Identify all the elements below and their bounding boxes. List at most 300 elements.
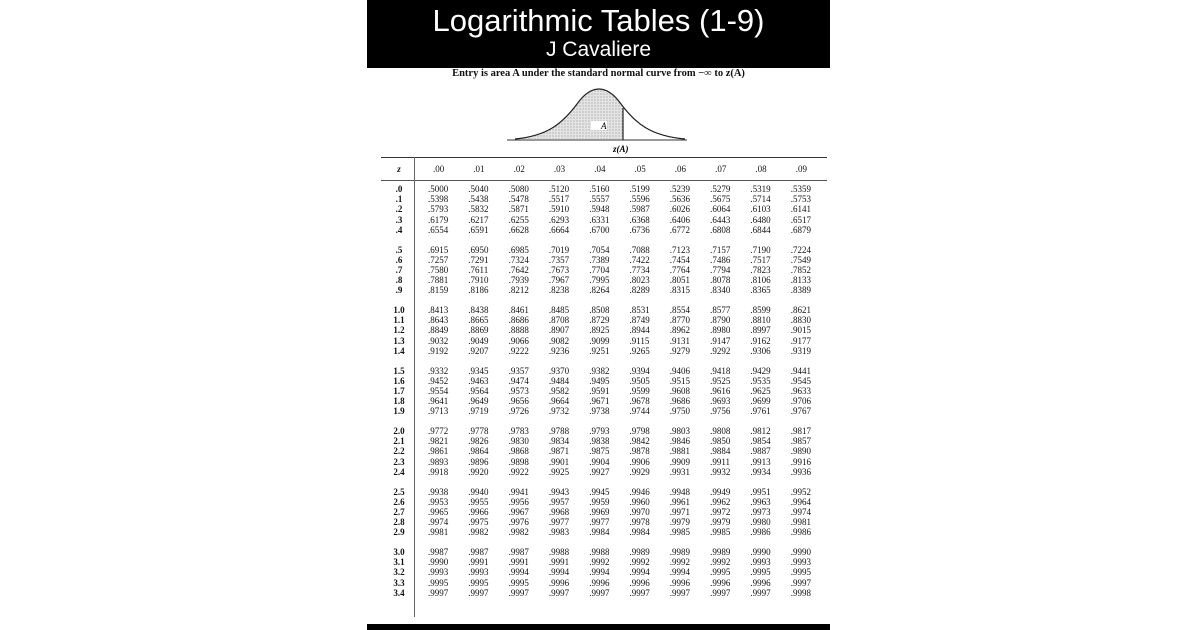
table-cell: .9713: [428, 406, 449, 417]
table-cell: .9693: [710, 396, 731, 407]
table-top-rule: [381, 157, 827, 158]
table-cell: .9207: [468, 345, 489, 356]
table-cell: .9996: [629, 577, 650, 588]
row-z-label: 3.1: [393, 557, 405, 568]
table-cell: .9878: [629, 446, 650, 457]
table-cell: .7224: [790, 244, 811, 255]
table-cell: .9940: [468, 486, 489, 497]
table-cell: .9972: [710, 506, 731, 517]
table-cell: .9997: [468, 587, 489, 598]
table-cell: .7157: [710, 244, 731, 255]
table-cell: .9952: [790, 486, 811, 497]
table-cell: .6808: [710, 224, 731, 235]
table-cell: .7704: [589, 264, 610, 275]
table-cell: .9956: [508, 496, 529, 507]
table-cell: .6844: [750, 224, 771, 235]
table-cell: .9993: [790, 557, 811, 568]
table-cell: .9357: [508, 365, 529, 376]
table-cell: .5160: [589, 184, 610, 194]
table-cell: .5517: [548, 194, 570, 205]
table-cell: .6064: [710, 204, 731, 215]
table-cell: .9987: [508, 547, 529, 557]
table-cell: .9279: [669, 345, 691, 356]
table-cell: .7291: [468, 254, 489, 265]
table-cell: .9986: [750, 527, 771, 538]
table-cell: .9913: [750, 456, 771, 467]
table-cell: .8365: [750, 285, 771, 296]
column-header: .02: [513, 164, 525, 174]
row-z-label: 2.1: [393, 436, 405, 447]
table-cell: .9994: [669, 567, 691, 578]
table-cell: .8238: [548, 285, 570, 296]
table-cell: .9474: [508, 375, 529, 386]
table-cell: .9394: [629, 365, 650, 376]
table-cell: .9997: [750, 587, 771, 598]
column-header: .06: [674, 164, 687, 174]
table-cell: .9236: [548, 345, 570, 356]
column-header: .00: [433, 164, 445, 174]
table-cell: .8340: [710, 285, 731, 296]
table-cell: .9868: [508, 446, 529, 457]
table-cell: .9911: [710, 456, 731, 467]
row-z-label: 2.5: [393, 486, 405, 497]
table-cell: .9616: [710, 385, 731, 396]
table-cell: .9649: [468, 396, 489, 407]
table-cell: .9995: [790, 567, 811, 578]
table-cell: .7549: [790, 254, 811, 265]
table-cell: .9951: [750, 486, 771, 497]
table-cell: .9292: [710, 345, 731, 356]
table-cell: .5199: [629, 184, 650, 194]
table-cell: .9991: [468, 557, 489, 568]
table-cell: .9945: [589, 486, 610, 497]
table-cell: .8888: [508, 325, 529, 336]
table-cell: .9861: [428, 446, 449, 457]
table-cell: .9989: [669, 547, 691, 557]
table-cell: .7054: [589, 244, 610, 255]
table-cell: .9968: [548, 506, 570, 517]
table-cell: .8980: [710, 325, 731, 336]
table-cell: .9890: [790, 446, 811, 457]
table-cell: .9978: [629, 517, 650, 528]
table-cell: .7422: [629, 254, 650, 265]
table-cell: .7852: [790, 264, 811, 275]
row-z-label: 1.5: [393, 365, 405, 376]
table-cell: .6554: [428, 224, 449, 235]
row-z-label: 3.0: [393, 547, 405, 557]
table-cell: .9955: [468, 496, 489, 507]
table-cell: .9608: [669, 385, 691, 396]
table-cell: .9992: [589, 557, 610, 568]
column-header: .07: [715, 164, 727, 174]
table-cell: .8264: [589, 285, 610, 296]
table-cell: .9826: [468, 436, 489, 447]
table-cell: .8413: [428, 305, 449, 315]
table-cell: .5987: [629, 204, 650, 215]
table-cell: .9982: [468, 527, 489, 538]
table-cell: .9429: [750, 365, 771, 376]
row-z-label: .7: [395, 264, 403, 275]
table-cell: .8051: [669, 275, 691, 286]
table-cell: .9985: [669, 527, 691, 538]
table-cell: .9906: [629, 456, 650, 467]
book-cover: [367, 0, 830, 630]
table-cell: .8997: [750, 325, 771, 336]
table-cell: .9982: [508, 527, 529, 538]
table-cell: .9306: [750, 345, 771, 356]
table-cell: .5478: [508, 194, 529, 205]
table-cell: .9656: [508, 396, 529, 407]
row-z-label: 2.9: [393, 527, 405, 538]
table-cell: .9864: [468, 446, 489, 457]
table-cell: .9936: [790, 466, 811, 477]
table-cell: .9938: [428, 486, 449, 497]
table-cell: .9554: [428, 385, 449, 396]
table-cell: .9846: [669, 436, 691, 447]
table-cell: .9817: [790, 426, 811, 436]
table-cell: .7190: [750, 244, 771, 255]
table-cell: .8315: [669, 285, 691, 296]
table-cell: .8461: [508, 305, 529, 315]
table-cell: .8643: [428, 315, 449, 326]
table-column-divider: [414, 157, 415, 617]
table-cell: .9049: [468, 335, 489, 346]
table-cell: .9984: [629, 527, 650, 538]
table-cell: .9032: [428, 335, 449, 346]
table-cell: .9959: [589, 496, 610, 507]
row-z-label: 2.7: [393, 506, 405, 517]
table-cell: .5040: [468, 184, 489, 194]
table-cell: .6217: [468, 214, 489, 225]
table-cell: .8106: [750, 275, 771, 286]
table-caption: Entry is area A under the standard normal curve from −∞ to z(A): [452, 68, 745, 79]
table-cell: .5636: [669, 194, 691, 205]
table-cell: .6406: [669, 214, 691, 225]
table-cell: .6255: [508, 214, 529, 225]
table-cell: .9887: [750, 446, 771, 457]
table-cell: .9990: [750, 547, 771, 557]
row-z-label: .9: [395, 285, 403, 296]
table-cell: .9995: [750, 567, 771, 578]
table-cell: .7019: [548, 244, 570, 255]
table-cell: .9996: [548, 577, 570, 588]
table-cell: .9131: [669, 335, 691, 346]
table-cell: .9564: [468, 385, 489, 396]
table-cell: .9932: [710, 466, 731, 477]
row-z-label: .2: [395, 204, 403, 215]
table-cell: .9941: [508, 486, 529, 497]
table-cell: .6141: [790, 204, 811, 215]
table-cell: .9515: [669, 375, 691, 386]
table-cell: .9756: [710, 406, 731, 417]
table-cell: .9767: [790, 406, 811, 417]
row-z-label: 1.8: [393, 396, 405, 407]
table-cell: .9934: [750, 466, 771, 477]
table-cell: .9896: [468, 456, 489, 467]
table-cell: .9251: [589, 345, 610, 356]
table-cell: .9901: [548, 456, 570, 467]
table-cell: .9996: [589, 577, 610, 588]
table-cell: .7389: [589, 254, 610, 265]
table-cell: .9995: [468, 577, 489, 588]
table-cell: .9949: [710, 486, 731, 497]
table-cell: .9991: [508, 557, 529, 568]
table-cell: .8708: [548, 315, 570, 326]
table-cell: .9099: [589, 335, 610, 346]
table-cell: .7642: [508, 264, 529, 275]
table-cell: .9582: [548, 385, 570, 396]
table-cell: .9993: [468, 567, 489, 578]
table-header-rule: [381, 180, 827, 181]
table-cell: .6443: [710, 214, 731, 225]
table-cell: .5675: [710, 194, 731, 205]
table-cell: .9995: [710, 567, 731, 578]
table-cell: .5832: [468, 204, 489, 215]
table-cell: .8186: [468, 285, 489, 296]
table-cell: .9875: [589, 446, 610, 457]
table-cell: .9162: [750, 335, 771, 346]
table-cell: .9977: [589, 517, 610, 528]
table-cell: .9066: [508, 335, 529, 346]
table-cell: .9732: [548, 406, 570, 417]
table-cell: .9778: [468, 426, 489, 436]
table-cell: .8289: [629, 285, 650, 296]
table-cell: .9996: [669, 577, 691, 588]
table-cell: .9992: [669, 557, 691, 568]
table-cell: .9931: [669, 466, 691, 477]
table-cell: .9975: [468, 517, 489, 528]
table-cell: .7517: [750, 254, 771, 265]
table-cell: .9484: [548, 375, 570, 386]
table-cell: .9772: [428, 426, 449, 436]
table-cell: .8749: [629, 315, 650, 326]
row-z-label: 2.0: [393, 426, 405, 436]
axis-label: z(A): [613, 144, 629, 154]
table-cell: .9966: [468, 506, 489, 517]
table-cell: .8508: [589, 305, 610, 315]
table-cell: .8729: [589, 315, 610, 326]
table-cell: .8849: [428, 325, 449, 336]
table-cell: .6026: [669, 204, 691, 215]
table-cell: .9798: [629, 426, 650, 436]
table-cell: .9979: [669, 517, 691, 528]
table-cell: .6985: [508, 244, 529, 255]
table-cell: .7454: [669, 254, 691, 265]
table-cell: .6480: [750, 214, 771, 225]
table-cell: .9990: [790, 547, 811, 557]
table-cell: .9750: [669, 406, 691, 417]
row-z-label: 1.7: [393, 385, 405, 396]
table-cell: .9898: [508, 456, 529, 467]
table-cell: .5080: [508, 184, 529, 194]
table-cell: .9370: [548, 365, 570, 376]
table-cell: .8438: [468, 305, 489, 315]
table-cell: .9706: [790, 396, 811, 407]
row-z-label: 3.4: [393, 587, 405, 598]
table-cell: .8531: [629, 305, 650, 315]
table-cell: .6628: [508, 224, 529, 235]
table-cell: .9916: [790, 456, 811, 467]
table-cell: .9821: [428, 436, 449, 447]
table-cell: .9671: [589, 396, 610, 407]
table-cell: .9850: [710, 436, 731, 447]
book-author: J Cavaliere: [545, 38, 652, 61]
table-cell: .9988: [548, 547, 570, 557]
table-cell: .5753: [790, 194, 811, 205]
row-z-label: .5: [395, 244, 403, 255]
table-cell: .8810: [750, 315, 771, 326]
table-cell: .5120: [548, 184, 570, 194]
table-cell: .9962: [710, 496, 731, 507]
table-cell: .5239: [669, 184, 691, 194]
table-cell: .9678: [629, 396, 650, 407]
row-z-label: 2.8: [393, 517, 405, 528]
table-cell: .8925: [589, 325, 610, 336]
table-cell: .8212: [508, 285, 529, 296]
table-cell: .8665: [468, 315, 489, 326]
table-cell: .8485: [548, 305, 570, 315]
table-cell: .8078: [710, 275, 731, 286]
table-cell: .6517: [790, 214, 811, 225]
table-cell: .9994: [629, 567, 650, 578]
table-cell: .5871: [508, 204, 529, 215]
table-cell: .9977: [548, 517, 570, 528]
table-cell: .9987: [468, 547, 489, 557]
table-cell: .9904: [589, 456, 610, 467]
table-cell: .7967: [548, 275, 570, 286]
area-label: A: [601, 121, 607, 131]
table-cell: .9812: [750, 426, 771, 436]
table-cell: .9463: [468, 375, 489, 386]
table-cell: .6293: [548, 214, 570, 225]
table-cell: .9418: [710, 365, 731, 376]
table-cell: .9983: [548, 527, 570, 538]
table-cell: .9989: [629, 547, 650, 557]
table-cell: .9808: [710, 426, 731, 436]
table-cell: .9964: [790, 496, 811, 507]
table-cell: .8621: [790, 305, 811, 315]
table-cell: .9967: [508, 506, 529, 517]
table-cell: .9960: [629, 496, 650, 507]
table-cell: .9719: [468, 406, 489, 417]
table-cell: .9953: [428, 496, 449, 507]
table-cell: .7764: [669, 264, 691, 275]
table-cell: .9974: [428, 517, 449, 528]
table-cell: .9838: [589, 436, 610, 447]
column-header: .01: [473, 164, 485, 174]
table-cell: .9591: [589, 385, 610, 396]
table-cell: .9783: [508, 426, 529, 436]
table-cell: .9664: [548, 396, 570, 407]
table-cell: .9452: [428, 375, 449, 386]
table-cell: .8133: [790, 275, 811, 286]
table-cell: .9641: [428, 396, 449, 407]
table-cell: .9991: [548, 557, 570, 568]
table-cell: .8686: [508, 315, 529, 326]
table-cell: .9893: [428, 456, 449, 467]
table-cell: .9345: [468, 365, 489, 376]
table-cell: .9406: [669, 365, 691, 376]
table-cell: .9997: [790, 577, 811, 588]
table-cell: .8554: [669, 305, 691, 315]
table-cell: .9996: [750, 577, 771, 588]
table-cell: .9927: [589, 466, 610, 477]
table-cell: .8907: [548, 325, 570, 336]
table-cell: .7939: [508, 275, 529, 286]
table-cell: .7088: [629, 244, 650, 255]
table-cell: .7881: [428, 275, 449, 286]
table-cell: .9441: [790, 365, 811, 376]
table-cell: .5319: [750, 184, 771, 194]
table-cell: .9963: [750, 496, 771, 507]
table-cell: .9834: [548, 436, 570, 447]
table-cell: .9994: [589, 567, 610, 578]
table-cell: .6368: [629, 214, 650, 225]
table-cell: .9981: [790, 517, 811, 528]
table-cell: .9082: [548, 335, 570, 346]
table-cell: .9842: [629, 436, 650, 447]
table-cell: .9973: [750, 506, 771, 517]
table-cell: .9995: [508, 577, 529, 588]
table-cell: .9920: [468, 466, 489, 477]
table-cell: .9988: [589, 547, 610, 557]
table-cell: .9573: [508, 385, 529, 396]
table-cell: .9909: [669, 456, 691, 467]
table-cell: .9793: [589, 426, 610, 436]
row-z-label: 1.9: [393, 406, 405, 417]
table-cell: .7823: [750, 264, 771, 275]
table-cell: .9994: [548, 567, 570, 578]
table-cell: .5557: [589, 194, 610, 205]
table-cell: .6736: [629, 224, 650, 235]
table-cell: .8599: [750, 305, 771, 315]
table-cell: .7995: [589, 275, 610, 286]
row-z-label: 1.1: [393, 315, 405, 326]
table-cell: .7910: [468, 275, 489, 286]
table-cell: .9992: [710, 557, 731, 568]
table-cell: .9854: [750, 436, 771, 447]
table-cell: .9922: [508, 466, 529, 477]
row-z-label: .3: [395, 214, 403, 225]
table-cell: .6591: [468, 224, 489, 235]
table-cell: .6664: [548, 224, 570, 235]
column-header: .09: [795, 164, 807, 174]
table-cell: .9495: [589, 375, 610, 386]
table-cell: .7673: [548, 264, 570, 275]
table-cell: .9177: [790, 335, 811, 346]
table-cell: .9147: [710, 335, 731, 346]
table-cell: .9997: [548, 587, 570, 598]
table-cell: .9699: [750, 396, 771, 407]
table-cell: .9884: [710, 446, 731, 457]
table-cell: .7794: [710, 264, 731, 275]
table-cell: .9788: [548, 426, 570, 436]
table-cell: .9998: [790, 587, 811, 598]
table-cell: .9382: [589, 365, 610, 376]
table-cell: .8159: [428, 285, 449, 296]
row-z-label: 3.3: [393, 577, 405, 588]
table-cell: .8944: [629, 325, 650, 336]
table-cell: .9015: [790, 325, 811, 336]
table-cell: .7257: [428, 254, 449, 265]
table-cell: .8577: [710, 305, 731, 315]
table-cell: .9974: [790, 506, 811, 517]
table-cell: .9265: [629, 345, 650, 356]
corner-z-label: z: [397, 164, 401, 174]
table-cell: .9115: [629, 335, 650, 346]
table-cell: .6879: [790, 224, 811, 235]
table-cell: .9726: [508, 406, 529, 417]
